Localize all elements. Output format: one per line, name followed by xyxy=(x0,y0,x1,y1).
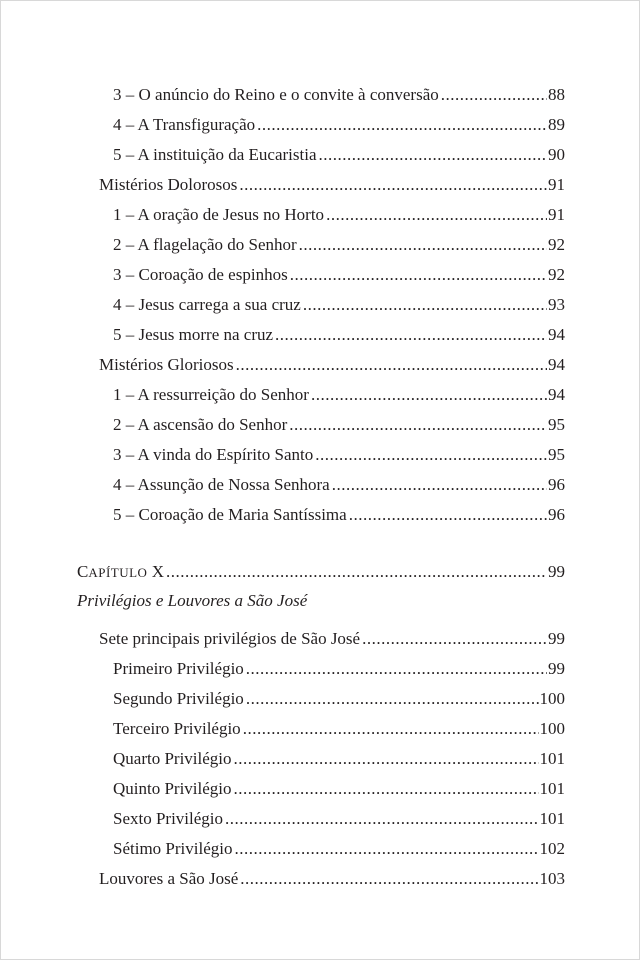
dot-leader xyxy=(332,470,547,500)
toc-entry-label: 4 – Jesus carrega a sua cruz xyxy=(113,295,301,314)
toc-entry xyxy=(113,714,565,744)
toc-entry-page: 102 xyxy=(539,839,565,858)
toc-chapter xyxy=(77,557,565,587)
dot-leader xyxy=(236,350,547,380)
toc-section-label: Sete principais privilégios de São José xyxy=(99,629,361,648)
toc-entry-page: 90 xyxy=(548,145,565,164)
toc-entry xyxy=(113,654,565,684)
toc-entry-page: 100 xyxy=(539,689,565,708)
toc-entry-label: Sétimo Privilégio xyxy=(113,839,233,858)
toc-entry-label: Sexto Privilégio xyxy=(113,809,224,828)
toc-entry-label: 5 – Coroação de Maria Santíssima xyxy=(113,505,347,524)
toc-entry xyxy=(113,470,565,500)
dot-leader xyxy=(246,684,539,714)
toc-entry-page: 101 xyxy=(539,779,565,798)
chapter-page: 99 xyxy=(548,562,565,581)
toc-entry-page: 96 xyxy=(548,475,565,494)
toc-entry-page: 95 xyxy=(548,445,565,464)
toc-entry xyxy=(113,804,565,834)
dot-leader xyxy=(275,320,547,350)
toc-section xyxy=(99,864,565,894)
toc-entry-page: 92 xyxy=(548,265,565,284)
toc-entry xyxy=(113,684,565,714)
dot-leader xyxy=(243,714,539,744)
dot-leader xyxy=(246,654,547,684)
toc-entry-page: 91 xyxy=(548,175,565,194)
toc-entry-label: 3 – O anúncio do Reino e o convite à conversão xyxy=(113,85,439,104)
toc-entry xyxy=(113,290,565,320)
dot-leader xyxy=(441,80,547,110)
toc-entry-page: 89 xyxy=(548,115,565,134)
toc-entry-page: 99 xyxy=(548,629,565,648)
toc-entry xyxy=(113,200,565,230)
toc-entry-label: 4 – Assunção de Nossa Senhora xyxy=(113,475,330,494)
toc-entry-label: 3 – A vinda do Espírito Santo xyxy=(113,445,314,464)
dot-leader xyxy=(234,834,538,864)
toc-entry-label: Quarto Privilégio xyxy=(113,749,232,768)
toc-entry-page: 94 xyxy=(548,355,565,374)
toc-entry-page: 91 xyxy=(548,205,565,224)
toc-entry-label: 2 – A flagelação do Senhor xyxy=(113,235,297,254)
toc-entry-label: 1 – A ressurreição do Senhor xyxy=(113,385,309,404)
toc-entry xyxy=(113,440,565,470)
dot-leader xyxy=(326,200,547,230)
toc-entry-page: 94 xyxy=(548,385,565,404)
toc-entry-label: Quinto Privilégio xyxy=(113,779,232,798)
dot-leader xyxy=(257,110,547,140)
toc-entry-label: 5 – Jesus morre na cruz xyxy=(113,325,274,344)
toc-entry-page: 93 xyxy=(548,295,565,314)
toc-entry-page: 95 xyxy=(548,415,565,434)
toc-entry-label: Terceiro Privilégio xyxy=(113,719,241,738)
toc-entry xyxy=(113,320,565,350)
toc-entry xyxy=(113,230,565,260)
toc-entry-page: 103 xyxy=(539,869,565,888)
toc-entry xyxy=(113,744,565,774)
toc-entry-page: 100 xyxy=(539,719,565,738)
toc-entry-label: 2 – A ascensão do Senhor xyxy=(113,415,288,434)
toc-entry xyxy=(113,380,565,410)
dot-leader xyxy=(234,774,539,804)
toc-section xyxy=(99,624,565,654)
toc-entry-label: 3 – Coroação de espinhos xyxy=(113,265,288,284)
toc-entry-label: 4 – A Transfiguração xyxy=(113,115,256,134)
chapter-subtitle: Privilégios e Louvores a São José xyxy=(77,591,308,610)
toc-entry xyxy=(113,80,565,110)
toc-entry xyxy=(113,260,565,290)
toc-section xyxy=(99,170,565,200)
toc-entry-label: 1 – A oração de Jesus no Horto xyxy=(113,205,325,224)
dot-leader xyxy=(239,170,547,200)
toc-section xyxy=(99,350,565,380)
dot-leader xyxy=(290,260,547,290)
dot-leader xyxy=(349,500,547,530)
toc-section-label: Mistérios Dolorosos xyxy=(99,175,238,194)
toc-section-label: Louvores a São José xyxy=(99,869,239,888)
toc-entry xyxy=(113,500,565,530)
toc-entry xyxy=(113,110,565,140)
dot-leader xyxy=(319,140,548,170)
toc-section-label: Mistérios Gloriosos xyxy=(99,355,234,374)
toc-entry-label: Primeiro Privilégio xyxy=(113,659,244,678)
toc-entry-page: 96 xyxy=(548,505,565,524)
toc-entry-page: 88 xyxy=(548,85,565,104)
toc-entry-page: 99 xyxy=(548,659,565,678)
toc-entry-label: 5 – A instituição da Eucaristia xyxy=(113,145,317,164)
dot-leader xyxy=(311,380,547,410)
dot-leader xyxy=(166,557,547,587)
dot-leader xyxy=(362,624,547,654)
toc-entry xyxy=(113,410,565,440)
toc-entry xyxy=(113,140,565,170)
toc-entry-page: 94 xyxy=(548,325,565,344)
toc-entry xyxy=(113,834,565,864)
dot-leader xyxy=(225,804,538,834)
chapter-title: CAPÍTULO X xyxy=(77,562,164,581)
toc-entry-page: 101 xyxy=(539,809,565,828)
dot-leader xyxy=(234,744,539,774)
toc-entry-page: 101 xyxy=(539,749,565,768)
toc-entry xyxy=(113,774,565,804)
dot-leader xyxy=(240,864,538,894)
toc-entry-page: 92 xyxy=(548,235,565,254)
dot-leader xyxy=(289,410,547,440)
dot-leader xyxy=(315,440,547,470)
toc-entry-label: Segundo Privilégio xyxy=(113,689,244,708)
dot-leader xyxy=(299,230,547,260)
dot-leader xyxy=(303,290,547,320)
